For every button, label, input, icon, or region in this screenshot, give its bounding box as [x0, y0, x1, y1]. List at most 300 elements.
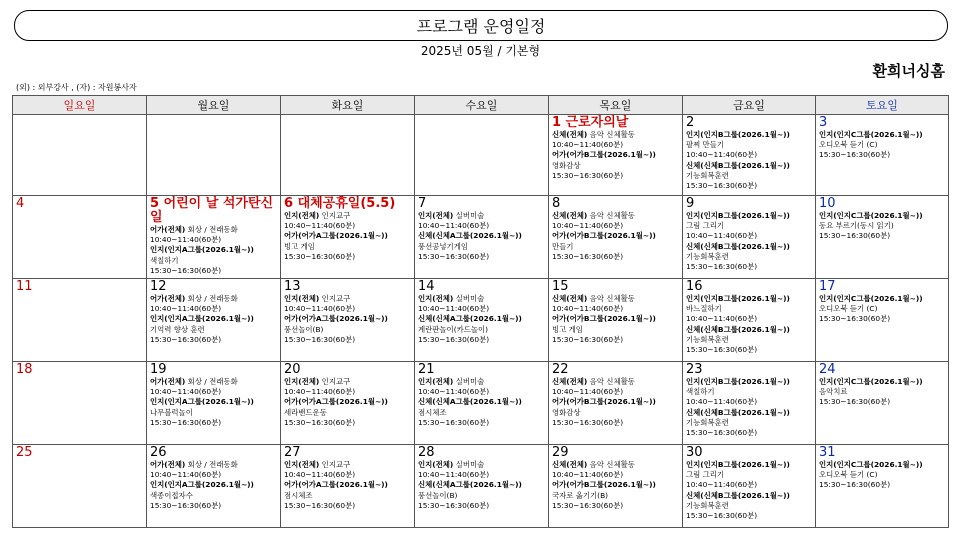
program-category: 어가(전체): [150, 294, 186, 303]
day-cell: [549, 279, 683, 362]
day-cell: [415, 279, 549, 362]
schedule-entry-line: [284, 211, 411, 221]
title-text: 프로그램 운영일정: [416, 17, 546, 36]
program-detail: 인지교구: [319, 377, 351, 386]
program-category: 인지(인지B그룹(2026.1월~)): [686, 460, 790, 469]
schedule-entry-line: [686, 221, 812, 231]
schedule-entry-line: [284, 491, 411, 501]
schedule-entry-line: [552, 130, 679, 140]
schedule-entry-line: [819, 480, 945, 490]
day-cell: [549, 115, 683, 196]
schedule-entry-line: [284, 242, 411, 252]
program-category: 어가(어가A그룹(2026.1월~)): [284, 231, 388, 241]
program-detail: 회상 / 전래동화: [185, 377, 238, 386]
program-detail: 음악치료: [819, 387, 848, 397]
schedule-entry-line: [418, 242, 545, 252]
schedule-entry-line: [150, 314, 277, 324]
program-detail: 15:30~16:30(60분): [284, 500, 356, 510]
program-detail: 10:40~11:40(60분): [418, 387, 490, 397]
program-detail: 바느질하기: [686, 304, 722, 314]
program-detail: 10:40~11:40(60분): [284, 221, 356, 231]
program-detail: 점시체조: [284, 490, 313, 500]
schedule-entry-line: [284, 325, 411, 335]
day-cell: [816, 196, 949, 279]
program-category: 인지(전체): [418, 377, 454, 386]
schedule-entry-line: [150, 294, 277, 304]
schedule-entry-line: [284, 460, 411, 470]
schedule-entry-line: [284, 408, 411, 418]
schedule-entry-line: [284, 221, 411, 231]
program-detail: 음악 신체활동: [587, 460, 635, 469]
day-number: 26: [150, 445, 167, 460]
day-number: 2: [686, 115, 695, 130]
schedule-entry-line: [552, 470, 679, 480]
schedule-entry-line: [418, 314, 545, 324]
schedule-entry-line: [686, 428, 812, 438]
schedule-entry-line: [150, 491, 277, 501]
schedule-entry-line: [284, 480, 411, 490]
program-category: 인지(전체): [418, 294, 454, 303]
schedule-entry-line: [686, 242, 812, 252]
program-category: 어가(어가B그룹(2026.1월~)): [552, 150, 656, 160]
program-detail: 실버미술: [453, 460, 485, 469]
program-detail: 10:40~11:40(60분): [686, 314, 758, 324]
program-category: 신체(신체B그룹(2026.1월~)): [686, 490, 790, 500]
schedule-entry-line: [284, 304, 411, 314]
program-detail: 회상 / 전래동화: [185, 460, 238, 469]
program-category: 신체(신체A그룹(2026.1월~)): [418, 480, 522, 490]
schedule-entry-line: [819, 231, 945, 241]
program-category: 인지(전체): [284, 377, 320, 386]
schedule-entry-line: [284, 252, 411, 262]
program-category: 어가(어가A그룹(2026.1월~)): [284, 397, 388, 407]
day-cell: [13, 196, 147, 279]
schedule-entry-line: [686, 294, 812, 304]
program-detail: 15:30~16:30(60분): [150, 265, 222, 275]
schedule-entry-line: [150, 325, 277, 335]
day-cell: [147, 445, 281, 528]
program-category: 인지(전체): [418, 460, 454, 469]
program-category: 인지(인지A그룹(2026.1월~)): [150, 314, 254, 324]
day-number: 11: [16, 279, 33, 294]
schedule-entry-line: [418, 335, 545, 345]
day-cell: [816, 115, 949, 196]
schedule-entry-line: [150, 225, 277, 235]
program-detail: 음악 신체활동: [587, 211, 635, 220]
weekday-friday: 금요일: [683, 96, 816, 115]
schedule-entry-line: [150, 377, 277, 387]
program-detail: 10:40~11:40(60분): [150, 235, 222, 245]
schedule-entry-line: [686, 491, 812, 501]
program-detail: 영화감상: [552, 160, 581, 170]
day-number: 7: [418, 196, 427, 211]
program-detail: 15:30~16:30(60분): [819, 314, 891, 324]
day-cell: [13, 362, 147, 445]
day-number: 29: [552, 445, 569, 460]
program-category: 인지(인지C그룹(2026.1월~)): [819, 294, 923, 303]
schedule-entry-line: [686, 252, 812, 262]
program-detail: 15:30~16:30(60분): [686, 428, 758, 438]
day-cell: [415, 196, 549, 279]
program-detail: 10:40~11:40(60분): [418, 470, 490, 480]
day-cell: [281, 279, 415, 362]
day-number: 4: [16, 196, 25, 211]
program-detail: 15:30~16:30(60분): [819, 150, 891, 160]
program-category: 신체(신체B그룹(2026.1월~)): [686, 241, 790, 251]
program-category: 신체(전체): [552, 460, 588, 469]
program-detail: 15:30~16:30(60분): [686, 181, 758, 191]
program-category: 신체(전체): [552, 211, 588, 220]
schedule-entry-line: [686, 325, 812, 335]
calendar-table: [12, 95, 949, 528]
schedule-entry-line: [552, 252, 679, 262]
program-detail: 15:30~16:30(60분): [284, 417, 356, 427]
program-detail: 빙고 게임: [552, 324, 583, 334]
schedule-entry-line: [819, 294, 945, 304]
program-category: 신체(신체A그룹(2026.1월~)): [418, 231, 522, 241]
schedule-entry-line: [150, 256, 277, 266]
day-cell: [147, 115, 281, 196]
day-number: 21: [418, 362, 435, 377]
schedule-entry-line: [819, 130, 945, 140]
program-category: 어가(전체): [150, 225, 186, 234]
schedule-entry-line: [418, 408, 545, 418]
program-detail: 10:40~11:40(60분): [552, 387, 624, 397]
day-cell: [13, 445, 147, 528]
schedule-entry-line: [686, 262, 812, 272]
day-number: 15: [552, 279, 569, 294]
day-cell: [281, 362, 415, 445]
week-row: [13, 362, 949, 445]
day-number: 24: [819, 362, 836, 377]
program-detail: 15:30~16:30(60분): [418, 251, 490, 261]
day-cell: [683, 196, 816, 279]
program-detail: 15:30~16:30(60분): [418, 417, 490, 427]
program-detail: 15:30~16:30(60분): [686, 262, 758, 272]
program-detail: 영화감상: [552, 407, 581, 417]
program-category: 신체(신체A그룹(2026.1월~)): [418, 397, 522, 407]
schedule-entry-line: [418, 294, 545, 304]
day-number: 28: [418, 445, 435, 460]
schedule-entry-line: [552, 161, 679, 171]
program-category: 신체(전체): [552, 294, 588, 303]
schedule-entry-line: [150, 418, 277, 428]
program-category: 인지(전체): [284, 211, 320, 220]
program-category: 인지(인지B그룹(2026.1월~)): [686, 294, 790, 303]
schedule-entry-line: [686, 511, 812, 521]
program-detail: 색종이접자수: [150, 490, 193, 500]
schedule-entry-line: [552, 335, 679, 345]
program-category: 인지(전체): [418, 211, 454, 220]
day-number: 10: [819, 196, 836, 211]
program-detail: 실버미술: [453, 377, 485, 386]
day-cell: [415, 445, 549, 528]
schedule-entry-line: [418, 377, 545, 387]
schedule-entry-line: [686, 408, 812, 418]
schedule-entry-line: [552, 294, 679, 304]
program-detail: 10:40~11:40(60분): [686, 397, 758, 407]
program-detail: 회상 / 전래동화: [185, 225, 238, 234]
schedule-entry-line: [552, 242, 679, 252]
day-number: 6 대체공휴일(5.5): [284, 196, 396, 211]
schedule-entry-line: [819, 304, 945, 314]
weekday-wednesday: 수요일: [415, 96, 549, 115]
program-category: 인지(인지A그룹(2026.1월~)): [150, 480, 254, 490]
program-detail: 기능회복훈련: [686, 170, 729, 180]
program-detail: 15:30~16:30(60분): [552, 251, 624, 261]
schedule-entry-line: [819, 211, 945, 221]
schedule-entry-line: [552, 231, 679, 241]
program-detail: 음악 신체활동: [587, 377, 635, 386]
program-detail: 15:30~16:30(60분): [552, 334, 624, 344]
schedule-entry-line: [686, 345, 812, 355]
schedule-entry-line: [686, 211, 812, 221]
weekday-thursday: 목요일: [549, 96, 683, 115]
schedule-entry-line: [284, 418, 411, 428]
schedule-entry-line: [418, 231, 545, 241]
schedule-entry-line: [552, 408, 679, 418]
program-detail: 15:30~16:30(60분): [150, 417, 222, 427]
program-detail: 10:40~11:40(60분): [686, 231, 758, 241]
program-detail: 그림 그리기: [686, 221, 725, 231]
day-number: 14: [418, 279, 435, 294]
program-detail: 음악 신체활동: [587, 294, 635, 303]
program-detail: 10:40~11:40(60분): [284, 470, 356, 480]
program-detail: 기능회복훈련: [686, 251, 729, 261]
schedule-entry-line: [150, 387, 277, 397]
program-detail: 15:30~16:30(60분): [284, 251, 356, 261]
program-detail: 10:40~11:40(60분): [418, 304, 490, 314]
program-detail: 팔찌 만들기: [686, 140, 725, 150]
weekday-tuesday: 화요일: [281, 96, 415, 115]
program-category: 어가(전체): [150, 460, 186, 469]
schedule-entry-line: [150, 501, 277, 511]
program-detail: 15:30~16:30(60분): [819, 397, 891, 407]
schedule-entry-line: [686, 140, 812, 150]
program-detail: 10:40~11:40(60분): [150, 387, 222, 397]
program-detail: 15:30~16:30(60분): [418, 500, 490, 510]
day-number: 18: [16, 362, 33, 377]
program-detail: 색칠하기: [686, 387, 715, 397]
schedule-entry-line: [284, 470, 411, 480]
program-category: 어가(어가B그룹(2026.1월~)): [552, 480, 656, 490]
schedule-entry-line: [552, 171, 679, 181]
day-cell: [683, 362, 816, 445]
schedule-entry-line: [686, 130, 812, 140]
schedule-entry-line: [686, 501, 812, 511]
program-category: 인지(인지B그룹(2026.1월~)): [686, 377, 790, 386]
program-detail: 음악 신체활동: [587, 130, 635, 139]
schedule-entry-line: [150, 245, 277, 255]
weekday-monday: 월요일: [147, 96, 281, 115]
schedule-entry-line: [552, 397, 679, 407]
legend-note: (외) : 외부강사 , (자) : 자원봉사자: [16, 83, 137, 92]
program-detail: 10:40~11:40(60분): [686, 150, 758, 160]
program-category: 어가(전체): [150, 377, 186, 386]
schedule-entry-line: [686, 181, 812, 191]
program-category: 인지(인지B그룹(2026.1월~)): [686, 130, 790, 139]
schedule-entry-line: [552, 304, 679, 314]
program-detail: 기억력 향상 훈련: [150, 324, 205, 334]
program-category: 어가(어가B그룹(2026.1월~)): [552, 231, 656, 241]
day-number: 1 근로자의날: [552, 115, 629, 130]
schedule-entry-line: [819, 150, 945, 160]
program-category: 인지(전체): [284, 294, 320, 303]
schedule-entry-line: [552, 387, 679, 397]
program-category: 인지(인지A그룹(2026.1월~)): [150, 245, 254, 255]
program-detail: 인지교구: [319, 294, 351, 303]
program-detail: 오디오북 듣기 (C): [819, 140, 878, 150]
schedule-entry-line: [150, 266, 277, 276]
schedule-entry-line: [150, 235, 277, 245]
program-detail: 기능회복훈련: [686, 334, 729, 344]
day-cell: [13, 115, 147, 196]
schedule-entry-line: [552, 377, 679, 387]
schedule-entry-line: [819, 460, 945, 470]
program-category: 어가(어가B그룹(2026.1월~)): [552, 314, 656, 324]
program-detail: 동요 부르기(동시 읽기): [819, 221, 894, 231]
schedule-entry-line: [418, 387, 545, 397]
program-detail: 국자로 옮기기(B): [552, 490, 609, 500]
day-number: 20: [284, 362, 301, 377]
program-category: 어가(어가A그룹(2026.1월~)): [284, 314, 388, 324]
program-detail: 15:30~16:30(60분): [284, 334, 356, 344]
schedule-entry-line: [284, 387, 411, 397]
program-detail: 계란판놀이(카드놀이): [418, 324, 489, 334]
schedule-entry-line: [418, 325, 545, 335]
program-category: 인지(인지A그룹(2026.1월~)): [150, 397, 254, 407]
program-detail: 인지교구: [319, 460, 351, 469]
day-number: 27: [284, 445, 301, 460]
program-category: 인지(인지C그룹(2026.1월~)): [819, 211, 923, 220]
schedule-entry-line: [418, 252, 545, 262]
program-detail: 15:30~16:30(60분): [418, 334, 490, 344]
schedule-entry-line: [686, 418, 812, 428]
day-cell: [549, 196, 683, 279]
day-cell: [415, 115, 549, 196]
program-category: 신체(신체B그룹(2026.1월~)): [686, 324, 790, 334]
schedule-entry-line: [284, 397, 411, 407]
schedule-entry-line: [819, 387, 945, 397]
week-row: [13, 279, 949, 362]
day-number: 23: [686, 362, 703, 377]
schedule-entry-line: [552, 325, 679, 335]
schedule-entry-line: [150, 304, 277, 314]
schedule-entry-line: [686, 470, 812, 480]
schedule-entry-line: [819, 314, 945, 324]
schedule-entry-line: [552, 460, 679, 470]
program-detail: 15:30~16:30(60분): [552, 170, 624, 180]
week-row: [13, 196, 949, 279]
program-detail: 10:40~11:40(60분): [418, 221, 490, 231]
schedule-entry-line: [819, 397, 945, 407]
day-cell: [147, 362, 281, 445]
schedule-entry-line: [418, 221, 545, 231]
schedule-entry-line: [686, 304, 812, 314]
schedule-entry-line: [150, 397, 277, 407]
weekday-saturday: 토요일: [816, 96, 949, 115]
weekday-sunday: 일요일: [13, 96, 147, 115]
day-number: 8: [552, 196, 561, 211]
schedule-entry-line: [686, 171, 812, 181]
day-cell: [683, 279, 816, 362]
day-number: 22: [552, 362, 569, 377]
schedule-entry-line: [552, 418, 679, 428]
schedule-entry-line: [284, 501, 411, 511]
program-detail: 실버미술: [453, 211, 485, 220]
program-detail: 10:40~11:40(60분): [552, 221, 624, 231]
program-detail: 점시체조: [418, 407, 447, 417]
schedule-entry-line: [150, 480, 277, 490]
day-cell: [683, 445, 816, 528]
schedule-entry-line: [552, 211, 679, 221]
program-category: 인지(인지C그룹(2026.1월~)): [819, 130, 923, 139]
schedule-entry-line: [819, 470, 945, 480]
schedule-entry-line: [686, 387, 812, 397]
schedule-entry-line: [552, 221, 679, 231]
program-detail: 만들기: [552, 241, 574, 251]
schedule-entry-line: [819, 377, 945, 387]
schedule-entry-line: [418, 211, 545, 221]
program-detail: 10:40~11:40(60분): [284, 304, 356, 314]
schedule-entry-line: [284, 335, 411, 345]
schedule-entry-line: [686, 161, 812, 171]
schedule-entry-line: [150, 460, 277, 470]
day-cell: [549, 362, 683, 445]
schedule-entry-line: [552, 314, 679, 324]
schedule-entry-line: [819, 221, 945, 231]
day-cell: [683, 115, 816, 196]
program-detail: 10:40~11:40(60분): [552, 140, 624, 150]
schedule-entry-line: [552, 501, 679, 511]
day-cell: [281, 115, 415, 196]
day-cell: [816, 279, 949, 362]
page-title: [14, 10, 948, 41]
day-number: 16: [686, 279, 703, 294]
schedule-entry-line: [552, 491, 679, 501]
day-number: 5 어린이 날 석가탄신일: [150, 196, 274, 225]
day-cell: [13, 279, 147, 362]
schedule-entry-line: [686, 480, 812, 490]
day-number: 30: [686, 445, 703, 460]
program-detail: 기능회복훈련: [686, 500, 729, 510]
program-detail: 오디오북 듣기 (C): [819, 304, 878, 314]
schedule-entry-line: [418, 460, 545, 470]
program-category: 인지(인지C그룹(2026.1월~)): [819, 460, 923, 469]
program-category: 인지(전체): [284, 460, 320, 469]
schedule-entry-line: [284, 294, 411, 304]
day-number: 13: [284, 279, 301, 294]
schedule-entry-line: [284, 314, 411, 324]
program-detail: 15:30~16:30(60분): [552, 417, 624, 427]
day-cell: [281, 196, 415, 279]
program-detail: 10:40~11:40(60분): [284, 387, 356, 397]
schedule-subtitle: 2025년 05월 / 기본형: [420, 44, 541, 58]
program-category: 신체(전체): [552, 377, 588, 386]
day-cell: [147, 196, 281, 279]
schedule-entry-line: [686, 335, 812, 345]
program-category: 신체(전체): [552, 130, 588, 139]
schedule-entry-line: [686, 314, 812, 324]
day-cell: [816, 445, 949, 528]
program-detail: 풍선놀이(B): [284, 324, 324, 334]
schedule-entry-line: [418, 491, 545, 501]
schedule-entry-line: [150, 335, 277, 345]
schedule-entry-line: [819, 140, 945, 150]
program-detail: 10:40~11:40(60분): [552, 304, 624, 314]
schedule-entry-line: [686, 377, 812, 387]
program-detail: 10:40~11:40(60분): [686, 480, 758, 490]
